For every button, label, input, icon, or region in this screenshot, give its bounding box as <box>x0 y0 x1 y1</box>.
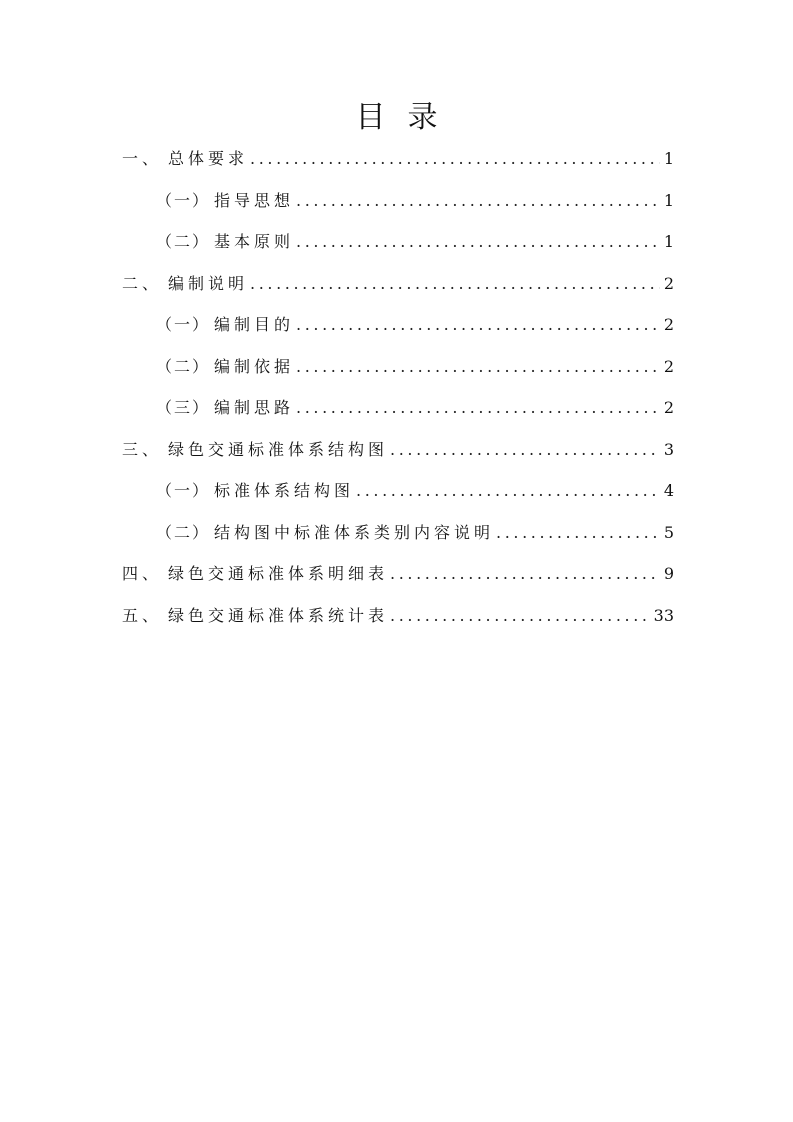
toc-entry-number: （一） <box>156 481 211 500</box>
toc-entry-number: 三、 <box>122 439 163 459</box>
toc-entry-number: （一） <box>156 190 211 210</box>
toc-entry-number: 五、 <box>122 605 163 625</box>
toc-entry-number: 一、 <box>122 149 163 168</box>
toc-entry-page: 1 <box>663 149 674 168</box>
toc-entry-4[interactable] <box>122 557 674 599</box>
toc-entry-3-1[interactable] <box>122 474 674 516</box>
toc-entry-page: 9 <box>663 564 674 583</box>
toc-entry-title: 编制目的 <box>214 315 295 334</box>
toc-entry-1[interactable] <box>122 142 674 184</box>
toc-entry-1-1[interactable] <box>122 184 674 226</box>
toc-entry-page: 3 <box>663 439 674 459</box>
toc-entry-2-2[interactable] <box>122 350 674 392</box>
toc-dot-leader <box>356 474 660 507</box>
toc-entry-page: 5 <box>663 522 674 542</box>
toc-entry-title: 基本原则 <box>214 232 295 251</box>
toc-entry-3-2[interactable] <box>122 516 674 558</box>
toc-entry-5[interactable] <box>122 599 674 641</box>
toc-dot-leader <box>296 391 660 424</box>
toc-entry-page: 2 <box>663 356 674 376</box>
toc-entry-title: 结构图中标准体系类别内容说明 <box>214 522 495 542</box>
toc-entry-3[interactable] <box>122 433 674 475</box>
toc-entry-page: 2 <box>663 273 674 293</box>
toc-entry-page: 4 <box>663 481 674 500</box>
toc-entry-number: （一） <box>156 315 211 334</box>
toc-entry-page: 1 <box>663 232 674 251</box>
toc-dot-leader <box>390 599 652 632</box>
toc-dot-leader <box>250 267 660 300</box>
toc-dot-leader <box>390 433 660 466</box>
toc-dot-leader <box>296 184 660 217</box>
toc-entry-2-3[interactable] <box>122 391 674 433</box>
toc-entry-title: 绿色交通标准体系结构图 <box>168 439 389 459</box>
toc-entry-2-1[interactable] <box>122 308 674 350</box>
toc-entry-number: 四、 <box>122 564 163 583</box>
toc-dot-leader <box>390 557 660 590</box>
toc-entry-number: （二） <box>156 522 211 542</box>
toc-entry-title: 总体要求 <box>168 149 249 168</box>
toc-entry-title: 绿色交通标准体系明细表 <box>168 564 389 583</box>
toc-entry-title: 编制说明 <box>168 273 249 293</box>
toc-entry-number: （二） <box>156 356 211 376</box>
toc-entry-page: 2 <box>663 398 674 417</box>
toc-entry-title: 编制思路 <box>214 398 295 417</box>
toc-dot-leader <box>496 516 660 549</box>
page-title: 目录 <box>355 100 460 135</box>
toc-entry-title: 标准体系结构图 <box>214 481 355 500</box>
toc-dot-leader <box>296 350 660 383</box>
toc-entry-number: （二） <box>156 232 211 251</box>
toc-entry-page: 1 <box>663 190 674 210</box>
toc-entry-number: 二、 <box>122 273 163 293</box>
table-of-contents <box>122 142 674 640</box>
toc-dot-leader <box>296 225 660 258</box>
toc-entry-title: 编制依据 <box>214 356 295 376</box>
toc-entry-1-2[interactable] <box>122 225 674 267</box>
toc-entry-page: 33 <box>653 605 674 625</box>
toc-entry-page: 2 <box>663 315 674 334</box>
toc-entry-title: 指导思想 <box>214 190 295 210</box>
toc-dot-leader <box>296 308 660 341</box>
toc-entry-2[interactable] <box>122 267 674 309</box>
toc-entry-number: （三） <box>156 398 211 417</box>
toc-entry-title: 绿色交通标准体系统计表 <box>168 605 389 625</box>
toc-dot-leader <box>250 142 660 175</box>
